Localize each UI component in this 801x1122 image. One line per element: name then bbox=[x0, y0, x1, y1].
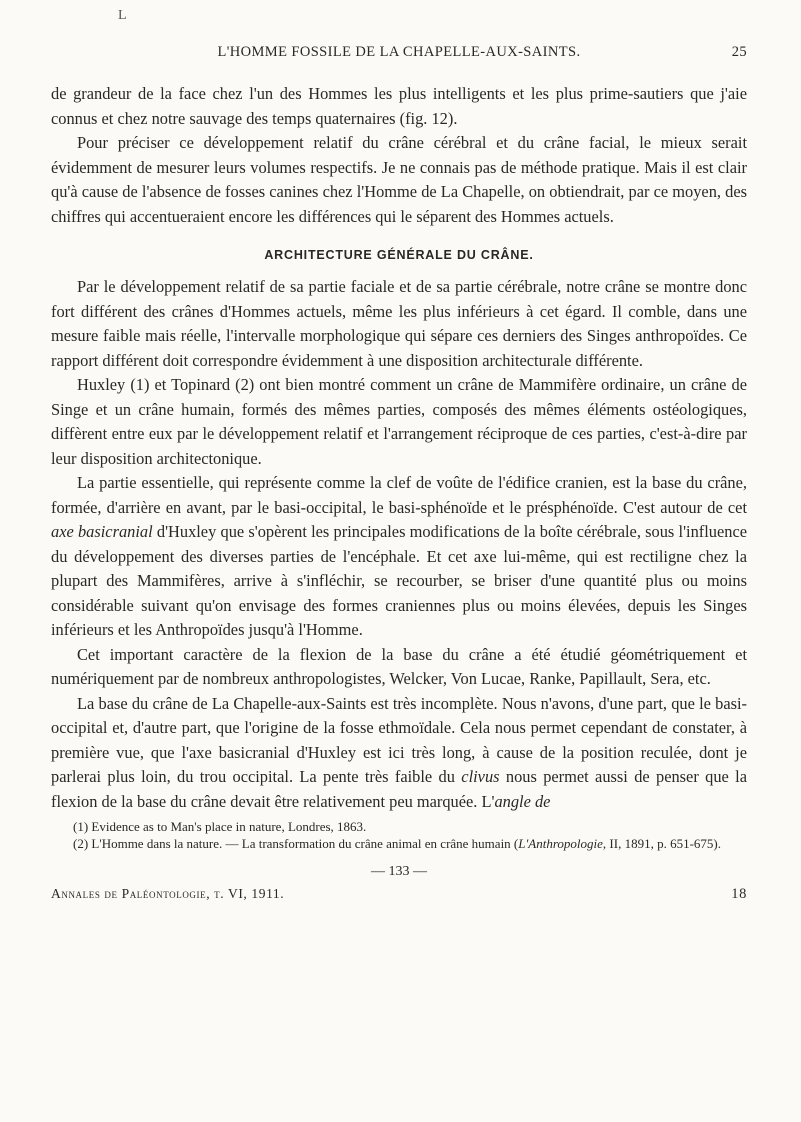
paragraph-huxley-topinard: Huxley (1) et Topinard (2) ont bien montré comment un crâne de Mammifère ordinaire, un crâne de Singe et un crâne humain, formés des mêmes parties, composés des mêmes éléments ostéologiques, diffèrent entre eux par le développement relatif et l'arrangement réciproque de ces parties, c'est-à-dire par leur disposition architectonique. bbox=[51, 375, 747, 468]
italic-title: L'Anthropologie bbox=[518, 836, 603, 851]
text-span: d'Huxley que s'opèrent les principales modifications de la boîte cérébrale, sous l'influence du développement des diverses parties de l'encéphale. Et cet axe lui-même, qui est rectiligne chez la plupart des Mammifères, arrive à s'infléchir, se recourber, se briser d'une quantité plus ou moins considérable suivant qu'on envisage des formes craniennes plus ou moins élevées, depuis les Singes inférieurs et les Anthropoïdes jusqu'à l'Homme. bbox=[51, 522, 748, 639]
publication-line: Annales de Paléontologie, t. VI, 1911. bbox=[51, 886, 285, 901]
paragraph-la-chapelle-base bbox=[51, 692, 747, 815]
footnote-2 bbox=[51, 835, 747, 852]
italic-term: clivus bbox=[461, 767, 500, 786]
paragraph-architecture: Par le développement relatif de sa partie faciale et de sa partie cérébrale, notre crâne se montre donc fort différent des crânes d'Hommes actuels, même les plus inférieurs à cet égard. Il comble, dans une mesure faible mais réelle, l'intervalle morphologique qui sépare ces derniers des Singes anthropoïdes. Ce rapport différent doit correspondre évidemment à une disposition architecturale différente. bbox=[51, 277, 747, 370]
paragraph-basicranial-axis bbox=[51, 471, 747, 643]
text-span: nous permet aussi de penser que la flexion de la base du crâne devait être relativement peu marquée. L' bbox=[51, 767, 747, 811]
italic-term: axe basicranial bbox=[51, 522, 153, 541]
text-span: , II, 1891, p. 651-675). bbox=[602, 836, 721, 851]
footnote-1: (1) Evidence as to Man's place in nature, Londres, 1863. bbox=[73, 819, 367, 834]
italic-term: angle de bbox=[494, 791, 551, 811]
page-footer bbox=[51, 882, 747, 900]
footnotes bbox=[51, 818, 747, 852]
paragraph-continuation: de grandeur de la face chez l'un des Hommes les plus intelligents et les plus prime-sautiers que j'aie connus et chez notre sauvage des temps quaternaires (fig. 12). bbox=[51, 84, 747, 128]
section-heading: ARCHITECTURE GÉNÉRALE DU CRÂNE. bbox=[264, 248, 534, 262]
paragraph-flexion: Cet important caractère de la flexion de la base du crâne a été étudié géométriquement et numériquement par de nombreux anthropologistes, Welcker, Von Lucae, Ranke, Papillault, Sera, etc. bbox=[51, 644, 747, 688]
signature-mark: 18 bbox=[731, 886, 747, 902]
running-header bbox=[51, 44, 747, 64]
text-span: La base du crâne de La Chapelle-aux-Saints est très incomplète. Nous n'avons, d'une part, que le basi-occipital et, d'autre part, que l'origine de la fosse ethmoïdale. Cela nous permet cependant de constater, à première vue, que l'axe basicranial d'Huxley est ici très long, à cause de la position reculée, dont je parlerai plus loin, du trou occipital. La pente très faible du bbox=[51, 693, 747, 786]
text-span: La partie essentielle, qui représente comme la clef de voûte de l'édifice cranien, est la base du crâne, formée, d'arrière en avant, par le basi-occipital, le basi-sphénoïde et le présphénoïde. C'est autour de cet bbox=[51, 473, 747, 517]
page-body bbox=[51, 82, 747, 900]
running-title: L'HOMME FOSSILE DE LA CHAPELLE-AUX-SAINTS. bbox=[217, 44, 581, 60]
text-span: (2) L'Homme dans la nature. — La transformation du crâne animal en crâne humain ( bbox=[73, 836, 519, 851]
paragraph-volumes: Pour préciser ce développement relatif du crâne cérébral et du crâne facial, le mieux serait évidemment de mesurer leurs volumes respectifs. Je ne connais pas de méthode pratique. Mais il est clair qu'à cause de l'absence de fosses canines chez l'Homme de La Chapelle, on obtiendrait, par ce moyen, des chiffres qui accentueraient encore les différences qui le séparent des Hommes actuels. bbox=[51, 133, 747, 226]
page-number: 25 bbox=[731, 44, 747, 60]
folio: — 133 — bbox=[371, 864, 427, 879]
margin-mark: L bbox=[118, 8, 127, 23]
